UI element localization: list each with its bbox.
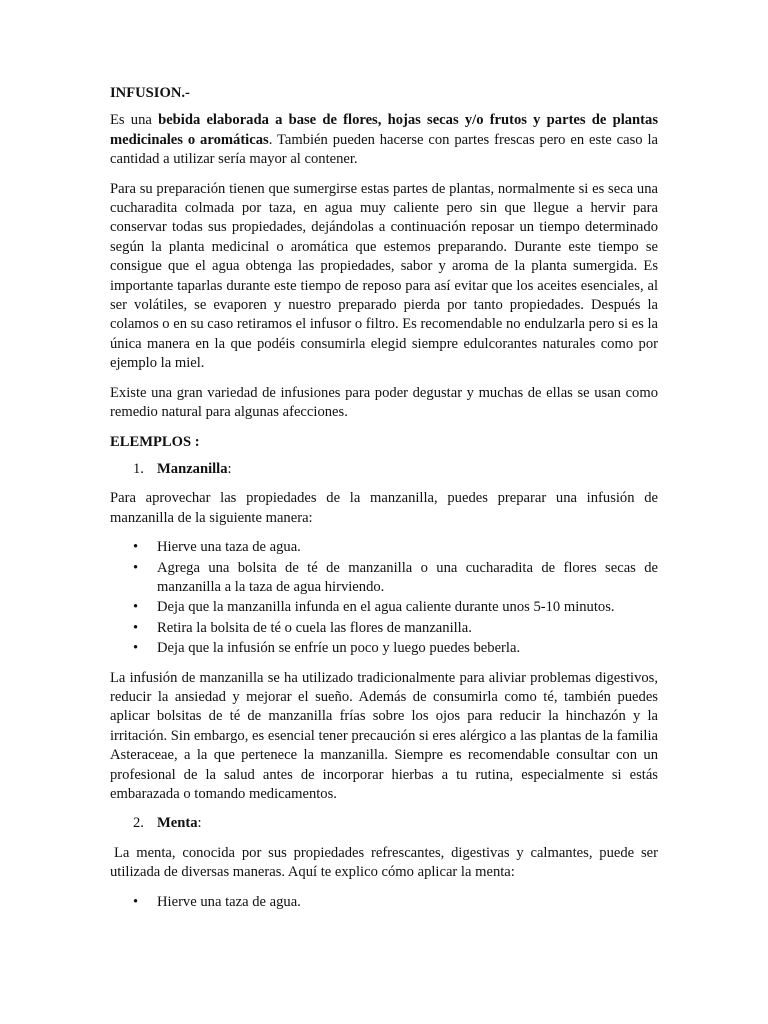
bullet-icon: • xyxy=(133,619,139,636)
example-2-title xyxy=(157,814,202,833)
example-1-number: 1. xyxy=(133,460,144,477)
document-title: INFUSION.- xyxy=(110,85,190,101)
bullet-icon: • xyxy=(133,539,139,556)
step-text: Agrega una bolsita de té de manzanilla o una cucharadita de flores secas de manzanilla a la taza de agua hirviendo. xyxy=(157,559,658,595)
intro-prefix: Es una xyxy=(110,112,159,129)
example-2-number: 2. xyxy=(133,815,144,832)
example-1-heading xyxy=(110,460,658,479)
examples-heading: ELEMPLOS : xyxy=(110,433,200,450)
intro-bold-definition: bebida elaborada a base de flores, hojas secas y/o frutos y partes de plantas medicinales o aromáticas xyxy=(110,112,658,148)
variety-paragraph: Existe una gran variedad de infusiones para poder degustar y muchas de ellas se usan como remedio natural para algunas afecciones. xyxy=(110,384,658,421)
example-2-colon: : xyxy=(197,815,202,832)
example-1-intro: Para aprovechar las propiedades de la manzanilla, puedes preparar una infusión de manzanilla de la siguiente manera: xyxy=(110,490,658,526)
intro-suffix: . También pueden hacerse con partes frescas pero en este caso la cantidad a utilizar sería mayor al contener. xyxy=(110,131,658,168)
preparation-paragraph: Para su preparación tienen que sumergirse estas partes de plantas, normalmente si es seca una cucharadita colmada por taza, en agua muy caliente pero sin que llegue a hervir para conservar todas sus propiedades, dejándolas a continuación reposar un tiempo determinado según la planta medicinal o aromática que estemos preparando. Durante este tiempo se consigue que el agua obtenga las propiedades, sabor y aroma de la planta sumergida. Es importante taparlas durante este tiempo de reposo para así evitar que los aceites esenciales, al ser volátiles, se evaporen y nuestro preparado pierda por tanto propiedades. Después la colamos o en su caso retiramos el infusor o filtro. Es recomendable no endulzarla pero si es la única manera en la que podéis consumirla elegid siempre edulcorantes naturales como por ejemplo la miel. xyxy=(110,180,658,372)
step-text: Deja que la infusión se enfríe un poco y luego puedes beberla. xyxy=(157,640,521,657)
step-text: Deja que la manzanilla infunda en el agua caliente durante unos 5-10 minutos. xyxy=(157,599,615,616)
example-1-colon: : xyxy=(227,460,232,477)
list-item xyxy=(110,598,658,617)
example-2-label: Menta xyxy=(157,815,198,832)
document-page xyxy=(110,84,658,922)
list-item xyxy=(110,639,658,658)
example-2-heading xyxy=(110,814,658,833)
list-item xyxy=(110,538,658,557)
example-1-closing: La infusión de manzanilla se ha utilizado tradicionalmente para aliviar problemas digestivos, reducir la ansiedad y mejorar el sueño. Además de consumirla como té, también puedes aplicar bolsitas de té de manzanilla frías sobre los ojos para reducir la hinchazón y la irritación. Sin embargo, es esencial tener precaución si eres alérgico a las plantas de la familia Asteraceae, a la que pertenece la manzanilla. Siempre es recomendable consultar con un profesional de la salud antes de incorporar hierbas a tu rutina, especialmente si estás embarazada o tomando medicamentos. xyxy=(110,669,658,802)
bullet-icon: • xyxy=(133,599,139,616)
step-text: Hierve una taza de agua. xyxy=(157,893,301,910)
list-item xyxy=(110,619,658,638)
example-2-intro: La menta, conocida por sus propiedades refrescantes, digestivas y calmantes, puede ser utilizada de diversas maneras. Aquí te explico cómo aplicar la menta: xyxy=(110,844,658,881)
step-text: Retira la bolsita de té o cuela las flores de manzanilla. xyxy=(157,619,472,636)
example-1-steps xyxy=(110,538,658,658)
example-1-label: Manzanilla xyxy=(157,460,228,477)
step-text: Hierve una taza de agua. xyxy=(157,539,301,556)
bullet-icon: • xyxy=(133,893,139,910)
example-2-steps xyxy=(110,893,658,912)
example-1-title xyxy=(157,460,232,479)
bullet-icon: • xyxy=(133,640,139,657)
list-item xyxy=(110,559,658,598)
intro-paragraph xyxy=(110,111,658,169)
list-item xyxy=(110,893,658,912)
bullet-icon: • xyxy=(133,559,139,576)
